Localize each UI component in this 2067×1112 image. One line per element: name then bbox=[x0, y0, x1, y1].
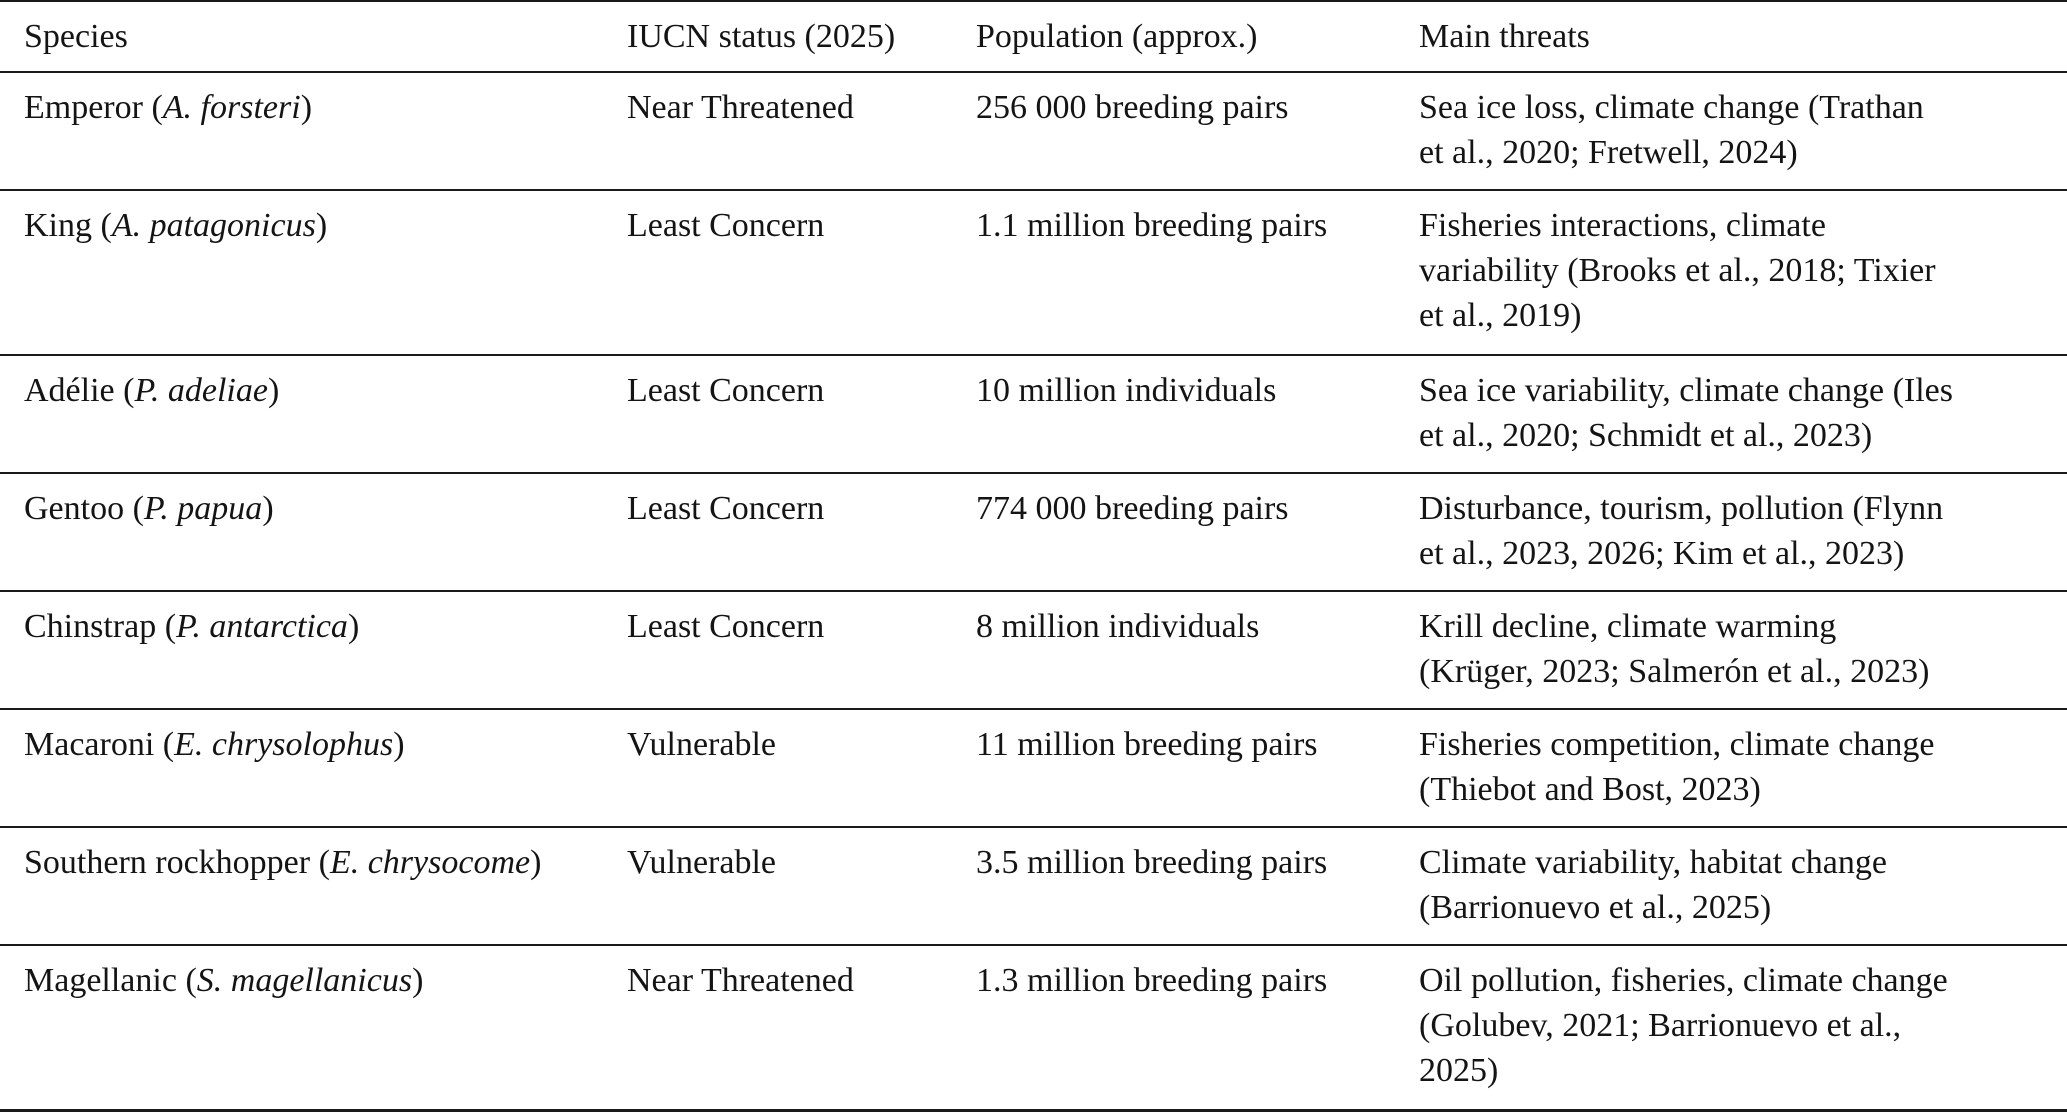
species-cell: Adélie (P. adeliae) bbox=[24, 372, 280, 409]
threats-line: Oil pollution, fisheries, climate change bbox=[1419, 962, 1948, 999]
threats-line: Krill decline, climate warming bbox=[1419, 608, 1837, 645]
threats-line: Disturbance, tourism, pollution (Flynn bbox=[1419, 490, 1944, 527]
species-cell: King (A. patagonicus) bbox=[24, 207, 328, 244]
common-name: Macaroni bbox=[24, 726, 155, 763]
threats-line: (Barrionuevo et al., 2025) bbox=[1419, 889, 1772, 926]
table-row bbox=[0, 355, 2067, 473]
table-row bbox=[0, 945, 2067, 1110]
common-name: Magellanic bbox=[24, 962, 177, 999]
species-cell: Emperor (A. forsteri) bbox=[24, 89, 313, 126]
threats-line: et al., 2020; Fretwell, 2024) bbox=[1419, 134, 1798, 171]
threats-cell bbox=[1419, 473, 2067, 591]
common-name: Gentoo bbox=[24, 490, 125, 527]
threats-line: Sea ice variability, climate change (Iles bbox=[1419, 372, 1953, 409]
status-cell: Vulnerable bbox=[627, 844, 776, 881]
scientific-name: E. chrysolophus bbox=[174, 726, 394, 763]
header-population: Population (approx.) bbox=[976, 1, 1419, 72]
status-cell: Vulnerable bbox=[627, 726, 776, 763]
threats-cell bbox=[1419, 591, 2067, 709]
species-cell: Magellanic (S. magellanicus) bbox=[24, 962, 424, 999]
status-cell: Least Concern bbox=[627, 372, 825, 409]
header-species: Species bbox=[0, 1, 627, 72]
population-cell: 3.5 million breeding pairs bbox=[976, 844, 1328, 881]
table-row bbox=[0, 72, 2067, 190]
common-name: Chinstrap bbox=[24, 608, 157, 645]
threats-line: (Golubev, 2021; Barrionuevo et al., bbox=[1419, 1007, 1902, 1044]
scientific-name: P. adeliae bbox=[134, 372, 268, 409]
table-row bbox=[0, 473, 2067, 591]
threats-line: Fisheries competition, climate change bbox=[1419, 726, 1935, 763]
threats-cell bbox=[1419, 72, 2067, 190]
header-row bbox=[0, 1, 2067, 72]
status-cell: Least Concern bbox=[627, 207, 825, 244]
scientific-name: P. antarctica bbox=[176, 608, 348, 645]
scientific-name: P. papua bbox=[143, 490, 263, 527]
threats-cell bbox=[1419, 827, 2067, 945]
table-row bbox=[0, 709, 2067, 827]
threats-cell bbox=[1419, 355, 2067, 473]
population-cell: 1.1 million breeding pairs bbox=[976, 207, 1328, 244]
threats-line: variability (Brooks et al., 2018; Tixier bbox=[1419, 252, 1936, 289]
table-row bbox=[0, 190, 2067, 355]
common-name: Southern rockhopper bbox=[24, 844, 311, 881]
threats-line: (Krüger, 2023; Salmerón et al., 2023) bbox=[1419, 653, 1930, 690]
threats-cell bbox=[1419, 190, 2067, 355]
common-name: Adélie bbox=[24, 372, 115, 409]
common-name: Emperor bbox=[24, 89, 143, 126]
species-cell: Macaroni (E. chrysolophus) bbox=[24, 726, 405, 763]
threats-line: (Thiebot and Bost, 2023) bbox=[1419, 771, 1761, 808]
population-cell: 11 million breeding pairs bbox=[976, 726, 1318, 763]
scientific-name: S. magellanicus bbox=[196, 962, 413, 999]
threats-line: et al., 2023, 2026; Kim et al., 2023) bbox=[1419, 535, 1905, 572]
threats-line: Sea ice loss, climate change (Trathan bbox=[1419, 89, 1924, 126]
status-cell: Least Concern bbox=[627, 608, 825, 645]
population-cell: 1.3 million breeding pairs bbox=[976, 962, 1328, 999]
table-header bbox=[0, 1, 2067, 72]
scientific-name: A. forsteri bbox=[162, 89, 301, 126]
table-row bbox=[0, 591, 2067, 709]
threats-line: Fisheries interactions, climate bbox=[1419, 207, 1826, 244]
table-row bbox=[0, 827, 2067, 945]
scientific-name: E. chrysocome bbox=[329, 844, 531, 881]
table-body bbox=[0, 72, 2067, 1110]
status-cell: Near Threatened bbox=[627, 89, 854, 126]
species-cell: Southern rockhopper (E. chrysocome) bbox=[24, 844, 542, 881]
status-cell: Near Threatened bbox=[627, 962, 854, 999]
threats-line: Climate variability, habitat change bbox=[1419, 844, 1887, 881]
common-name: King bbox=[24, 207, 92, 244]
threats-line: et al., 2020; Schmidt et al., 2023) bbox=[1419, 417, 1873, 454]
threats-line: 2025) bbox=[1419, 1052, 1499, 1089]
status-cell: Least Concern bbox=[627, 490, 825, 527]
header-iucn-status: IUCN status (2025) bbox=[627, 1, 976, 72]
population-cell: 8 million individuals bbox=[976, 608, 1260, 645]
population-cell: 774 000 breeding pairs bbox=[976, 490, 1289, 527]
threats-cell bbox=[1419, 945, 2067, 1110]
species-cell: Gentoo (P. papua) bbox=[24, 490, 274, 527]
header-main-threats: Main threats bbox=[1419, 1, 2067, 72]
scientific-name: A. patagonicus bbox=[111, 207, 316, 244]
threats-line: et al., 2019) bbox=[1419, 297, 1582, 334]
threats-cell bbox=[1419, 709, 2067, 827]
population-cell: 256 000 breeding pairs bbox=[976, 89, 1289, 126]
species-cell: Chinstrap (P. antarctica) bbox=[24, 608, 360, 645]
population-cell: 10 million individuals bbox=[976, 372, 1277, 409]
